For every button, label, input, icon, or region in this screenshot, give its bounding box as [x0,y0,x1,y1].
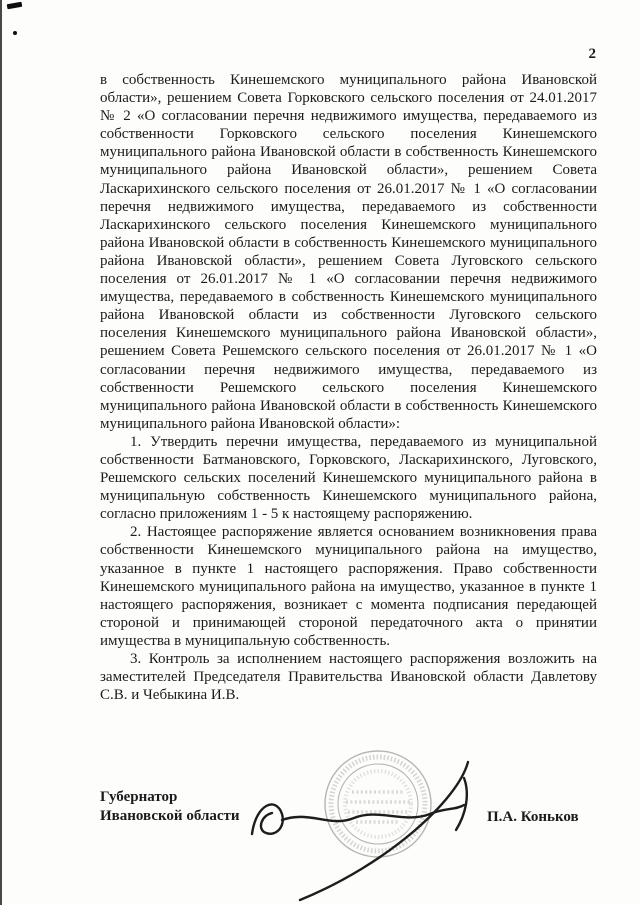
scan-artifact-dot [13,31,17,35]
paragraph-item-3: 3. Контроль за исполнением настоящего распоряжения возложить на заместителей Председателя Правительства Ивановской области Давлетову С.В. и Чебыкина И.В. [100,651,597,704]
paragraph-preamble-continuation: в собственность Кинешемского муниципального района Ивановской области», решением Совета Горковского сельского поселения от 24.01.2017 № 2 «О согласовании перечня недвижимого имущества, передаваемого из собственности Горковского сельского поселения Кинешемского муниципального района Ивановской области в собственность Кинешемского муниципального района Ивановской области», решением Совета Ласкарихинского сельского поселения от 26.01.2017 № 1 «О согласовании перечня недвижимого имущества, передаваемого из собственности Ласкарихинского сельского поселения Кинешемского муниципального района Ивановской области в собственность Кинешемского муниципального района Ивановской области», решением Совета Луговского сельского поселения от 26.01.2017 № 1 «О согласовании перечня недвижимого имущества, передаваемого в собственность Кинешемского муниципального района Ивановской области из собственности Луговского сельского поселения Кинешемского муниципального района Ивановской области», решением Совета Решемского сельского поселения от 26.01.2017 № 1 «О согласовании перечня недвижимого имущества, передаваемого из собственности Решемского сельского поселения Кинешемского муниципального района Ивановской области в собственность Кинешемского муниципального района Ивановской области»: [100,72,597,432]
scan-artifact-dash [7,2,23,10]
document-body [100,71,597,704]
page-number: 2 [588,46,596,62]
signatory-title [100,788,240,826]
paragraph-item-2: 2. Настоящее распоряжение является основанием возникновения права собственности Кинешемского муниципального района на имущество, указанное в пункте 1 настоящего распоряжения. Право собственности Кинешемского муниципального района на имущество, указанное в пункте 1 настоящего распоряжения, возникает с момента подписания передающей стороной и принимающей стороной передаточного акта о принятии имущества в муниципальную собственность. [100,524,597,649]
scan-edge-line [0,0,2,905]
paragraph-item-1: 1. Утвердить перечни имущества, передаваемого из муниципальной собственности Батмановского, Горковского, Ласкарихинского, Луговского, Решемского сельских поселений Кинешемского муниципального района в муниципальную собственность Кинешемского муниципального района, согласно приложениям 1 - 5 к настоящему распоряжению. [100,433,597,523]
signature-stroke-icon [252,762,468,900]
official-stamp-and-signature [228,742,490,905]
signatory-title-line1: Губернатор [100,789,178,805]
signatory-name: П.А. Коньков [487,809,579,825]
signatory-title-line2: Ивановской области [100,808,240,824]
circular-stamp-icon [325,751,431,857]
